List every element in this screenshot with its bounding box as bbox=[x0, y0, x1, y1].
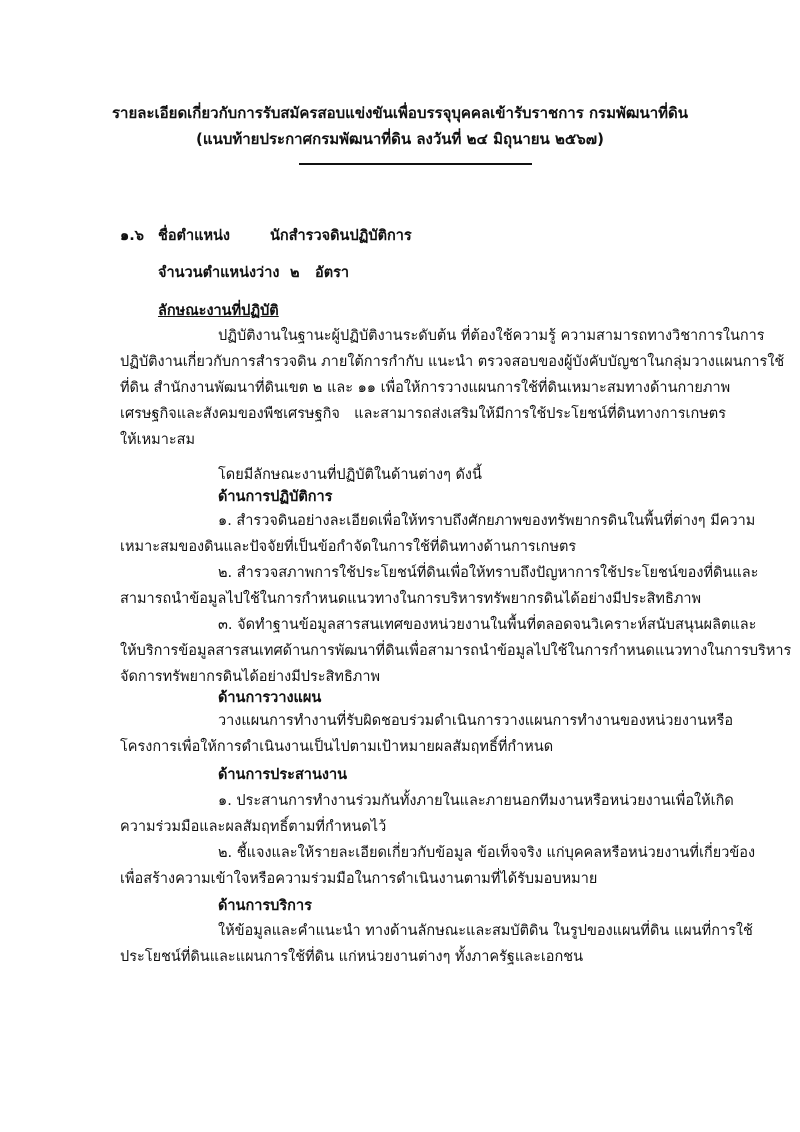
job-nature-line-2: ปฏิบัติงานเกี่ยวกับการสำรวจดิน ภายใต้การกำกับ แนะนำ ตรวจสอบของผู้บังคับบัญชาในกลุ่มวางแผนการใช้ bbox=[120, 354, 785, 370]
planning-line-1: วางแผนการทำงานที่รับผิดชอบร่วมดำเนินการวางแผนการทำงานของหน่วยงานหรือ bbox=[218, 713, 734, 729]
position-number: ๑.๖ bbox=[120, 228, 144, 244]
operations-line-1: ๑. สำรวจดินอย่างละเอียดเพื่อให้ทราบถึงศักยภาพของทรัพยากรดินในพื้นที่ต่างๆ มีความ bbox=[218, 513, 756, 529]
document-header bbox=[0, 100, 800, 152]
vacancy-unit: อัตรา bbox=[315, 265, 350, 281]
operations-line-4: สามารถนำข้อมูลไปใช้ในการกำหนดแนวทางในการบริหารทรัพยากรดินได้อย่างมีประสิทธิภาพ bbox=[120, 591, 702, 607]
service-heading: ด้านการบริการ bbox=[218, 898, 312, 914]
position-name-value: นักสำรวจดินปฏิบัติการ bbox=[270, 228, 412, 244]
job-nature-line-3: ที่ดิน สำนักงานพัฒนาที่ดินเขต ๒ และ ๑๑ เพื่อให้การวางแผนการใช้ที่ดินเหมาะสมทางด้านกายภาพ bbox=[120, 380, 731, 396]
coordination-line-4: เพื่อสร้างความเข้าใจหรือความร่วมมือในการดำเนินงานตามที่ได้รับมอบหมาย bbox=[120, 871, 598, 887]
operations-line-5: ๓. จัดทำฐานข้อมูลสารสนเทศของหน่วยงานในพื้นที่ตลอดจนวิเคราะห์สนับสนุนผลิตและ bbox=[218, 617, 757, 633]
job-nature-line-4: เศรษฐกิจและสังคมของพืชเศรษฐกิจ และสามารถส่งเสริมให้มีการใช้ประโยชน์ที่ดินทางการเกษตร bbox=[120, 406, 726, 422]
header-divider bbox=[299, 163, 532, 165]
operations-line-3: ๒. สำรวจสภาพการใช้ประโยชน์ที่ดินเพื่อให้ทราบถึงปัญหาการใช้ประโยชน์ของที่ดินและ bbox=[218, 565, 759, 581]
vacancy-count: ๒ bbox=[290, 265, 300, 281]
coordination-heading: ด้านการประสานงาน bbox=[218, 767, 347, 783]
operations-line-7: จัดการทรัพยากรดินได้อย่างมีประสิทธิภาพ bbox=[120, 669, 381, 685]
planning-heading: ด้านการวางแผน bbox=[218, 690, 322, 706]
coordination-line-3: ๒. ชี้แจงและให้รายละเอียดเกี่ยวกับข้อมูล ข้อเท็จจริง แก่บุคคลหรือหน่วยงานที่เกี่ยวข้อง bbox=[218, 845, 756, 861]
header-title: รายละเอียดเกี่ยวกับการรับสมัครสอบแข่งขันเพื่อบรรจุบุคคลเข้ารับราชการ กรมพัฒนาที่ดิน bbox=[112, 104, 688, 122]
coordination-line-2: ความร่วมมือและผลสัมฤทธิ์ตามที่กำหนดไว้ bbox=[120, 819, 387, 835]
vacancy-label: จำนวนตำแหน่งว่าง bbox=[158, 265, 280, 281]
job-nature-line-5: ให้เหมาะสม bbox=[120, 432, 196, 448]
planning-line-2: โครงการเพื่อให้การดำเนินงานเป็นไปตามเป้าหมายผลสัมฤทธิ์ที่กำหนด bbox=[120, 739, 554, 755]
job-nature-heading: ลักษณะงานที่ปฏิบัติ bbox=[158, 303, 279, 319]
coordination-line-1: ๑. ประสานการทำงานร่วมกันทั้งภายในและภายนอกทีมงานหรือหน่วยงานเพื่อให้เกิด bbox=[218, 793, 734, 809]
operations-line-2: เหมาะสมของดินและปัจจัยที่เป็นข้อกำจัดในการใช้ที่ดินทางด้านการเกษตร bbox=[120, 539, 577, 555]
job-nature-intro: โดยมีลักษณะงานที่ปฏิบัติในด้านต่างๆ ดังนี้ bbox=[218, 467, 482, 483]
header-subtitle: (แนบท้ายประกาศกรมพัฒนาที่ดิน ลงวันที่ ๒๔ มิถุนายน ๒๕๖๗) bbox=[196, 130, 604, 148]
operations-line-6: ให้บริการข้อมูลสารสนเทศด้านการพัฒนาที่ดินเพื่อสามารถนำข้อมูลไปใช้ในการกำหนดแนวทางในการบริหาร bbox=[120, 643, 792, 659]
position-name-label: ชื่อตำแหน่ง bbox=[158, 228, 231, 244]
service-line-1: ให้ข้อมูลและคำแนะนำ ทางด้านลักษณะและสมบัติดิน ในรูปของแผนที่ดิน แผนที่การใช้ bbox=[218, 923, 753, 939]
job-nature-line-1: ปฏิบัติงานในฐานะผู้ปฏิบัติงานระดับต้น ที่ต้องใช้ความรู้ ความสามารถทางวิชาการในการ bbox=[218, 328, 765, 344]
service-line-2: ประโยชน์ที่ดินและแผนการใช้ที่ดิน แก่หน่วยงานต่างๆ ทั้งภาครัฐและเอกชน bbox=[120, 949, 584, 965]
operations-heading: ด้านการปฏิบัติการ bbox=[218, 489, 333, 505]
